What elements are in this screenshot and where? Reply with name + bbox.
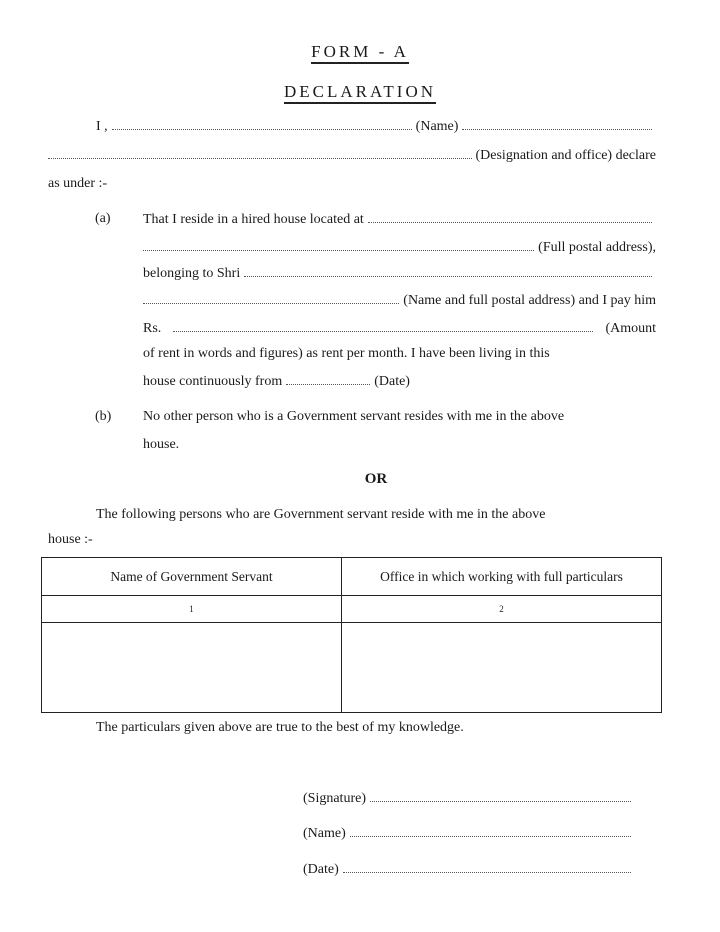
persons-line-1: The following persons who are Government servant reside with me in the above	[96, 507, 546, 522]
owner-name-blank[interactable]	[244, 265, 652, 277]
signer-name-blank[interactable]	[350, 825, 631, 837]
owner-address-blank[interactable]	[143, 292, 399, 304]
signature-date-blank[interactable]	[343, 861, 631, 873]
signer-name-line: (Name)	[303, 825, 635, 845]
item-a-line-6: of rent in words and figures) as rent per month. I have been living in this	[143, 346, 550, 361]
column-number-2: 2	[342, 596, 662, 623]
persons-line-2: house :-	[48, 532, 93, 547]
rent-amount-blank[interactable]	[173, 320, 593, 332]
item-a-marker: (a)	[95, 211, 111, 226]
signature-blank[interactable]	[370, 790, 631, 802]
servant-name-cell[interactable]	[42, 623, 342, 713]
name-blank[interactable]	[112, 118, 412, 130]
or-separator: OR	[364, 471, 388, 487]
government-servants-table	[41, 557, 662, 713]
column-header-office: Office in which working with full particulars	[342, 558, 662, 596]
item-a-line-4: (Name and full postal address) and I pay him	[143, 292, 656, 312]
item-a-line-2: (Full postal address),	[143, 239, 656, 259]
item-b-marker: (b)	[95, 409, 112, 424]
item-b-line-2: house.	[143, 437, 180, 452]
item-a-line-5: Rs. (Amount	[143, 321, 656, 336]
servant-office-cell[interactable]	[342, 623, 662, 713]
name-line: I , (Name)	[96, 118, 656, 138]
house-address-blank[interactable]	[368, 211, 652, 223]
table-header-row	[42, 558, 662, 596]
item-a-line-7: house continuously from (Date)	[143, 374, 410, 389]
form-subtitle: DECLARATION	[0, 82, 720, 102]
certification-line: The particulars given above are true to the best of my knowledge.	[96, 720, 464, 735]
signature-date-line: (Date)	[303, 861, 635, 881]
item-b-line-1: No other person who is a Government servant resides with me in the above	[143, 409, 565, 424]
as-under-line: as under :-	[48, 176, 108, 191]
postal-address-blank[interactable]	[143, 239, 534, 251]
living-since-date-blank[interactable]	[286, 373, 370, 385]
form-title: FORM - A	[0, 42, 720, 62]
designation-line: (Designation and office) declare	[48, 147, 656, 167]
table-number-row	[42, 596, 662, 623]
table-row	[42, 623, 662, 713]
name-extra-blank[interactable]	[462, 118, 652, 130]
signature-line: (Signature)	[303, 790, 635, 810]
column-number-1: 1	[42, 596, 342, 623]
item-a-line-3: belonging to Shri	[143, 265, 656, 285]
column-header-name: Name of Government Servant	[42, 558, 342, 596]
item-a-line-1: That I reside in a hired house located at	[143, 211, 656, 231]
designation-blank[interactable]	[48, 147, 472, 159]
